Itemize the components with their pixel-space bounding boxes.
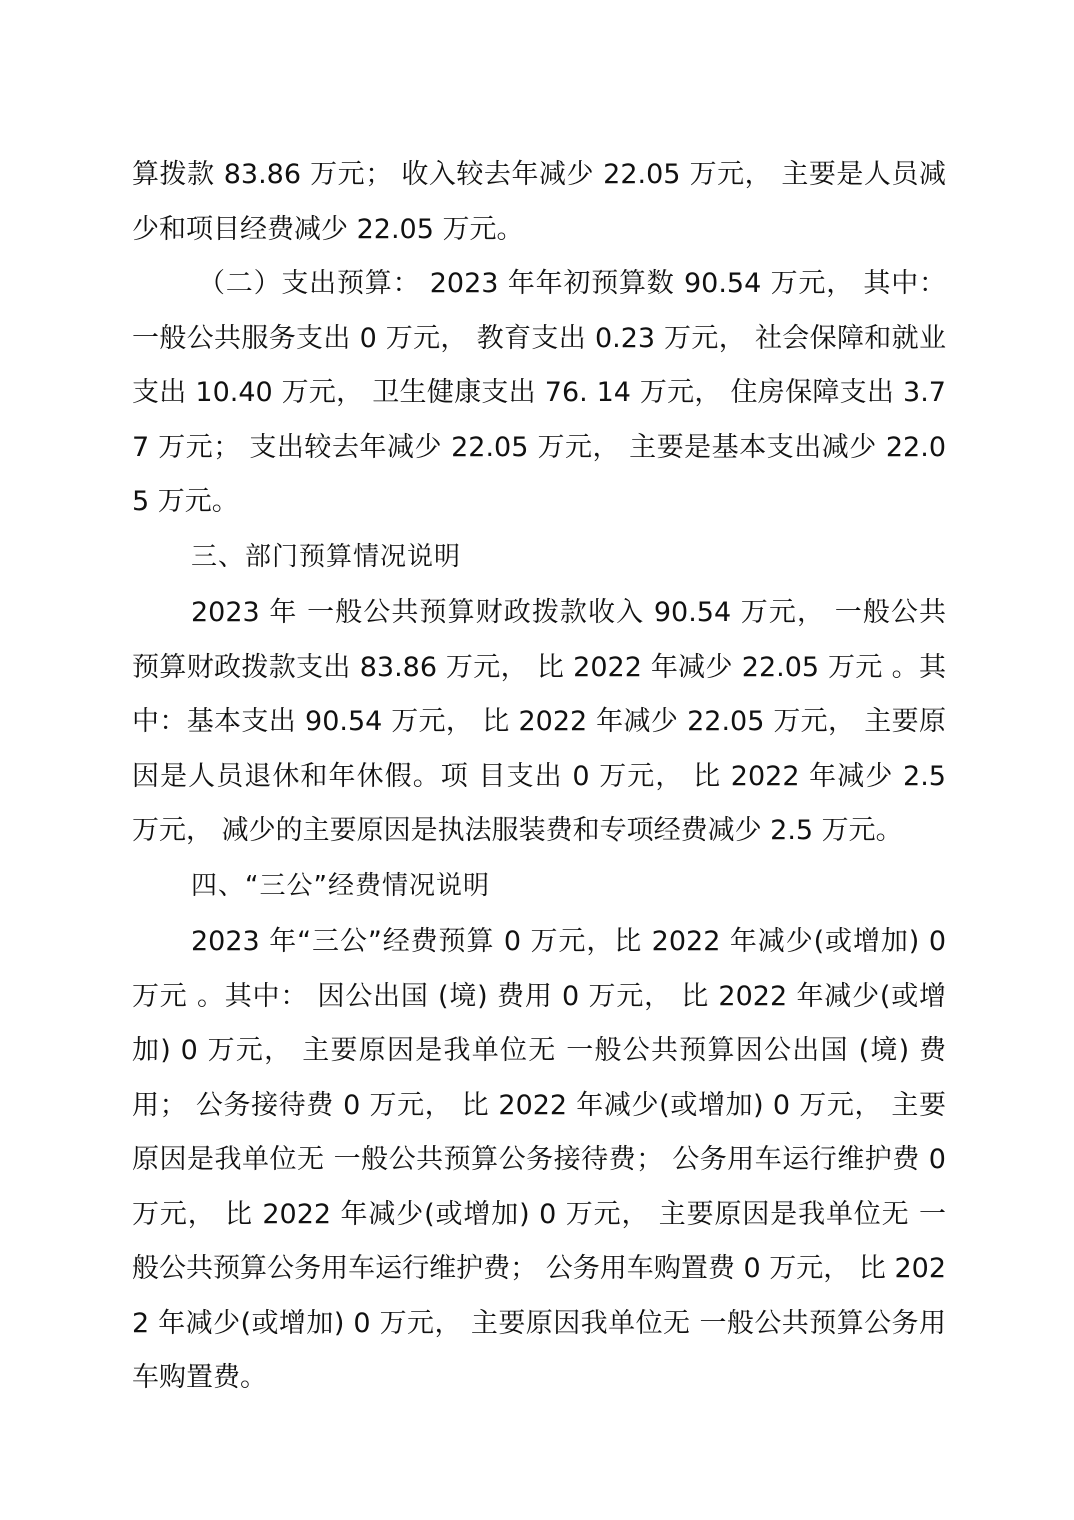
paragraph-three-public-expenses: 2023 年“三公”经费预算 0 万元，比 2022 年减少(或增加) 0 万元 。其中： 因公出国 (境) 费用 0 万元， 比 2022 年减少(或增加) 0 万元， 主要原因是我单位无 一般公共预算因公出国 (境) 费用； 公务接待费 0 万元， 比 2022 年减少(或增加) 0 万元， 主要原因是我单位无 一般公共预算公务接待费； 公务用车运行维护费 0 万元， 比 2022 年减少(或增加) 0 万元， 主要原因是我单位无 一般公共预算公务用车运行维护费； 公务用车购置费 0 万元， 比 2022 年减少(或增加) 0 万元， 主要原因我单位无 一般公共预算公务用车购置费。 [132, 926, 946, 1393]
document-body [132, 148, 946, 1406]
section-heading-department-budget: 三、部门预算情况说明 [191, 541, 462, 572]
paragraph-expenditure-budget: （二）支出预算： 2023 年年初预算数 90.54 万元， 其中： 一般公共服务支出 0 万元， 教育支出 0.23 万元， 社会保障和就业支出 10.40 万元， 卫生健康支出 76. 14 万元， 住房保障支出 3.77 万元； 支出较去年减少 22.05 万元， 主要是基本支出减少 22.05 万元。 [132, 268, 946, 517]
paragraph-income-summary: 算拨款 83.86 万元； 收入较去年减少 22.05 万元， 主要是人员减少和项目经费减少 22.05 万元。 [132, 159, 946, 245]
paragraph-department-budget: 2023 年 一般公共预算财政拨款收入 90.54 万元， 一般公共预算财政拨款支出 83.86 万元， 比 2022 年减少 22.05 万元 。其中：基本支出 90.54 万元， 比 2022 年减少 22.05 万元， 主要原因是人员退休和年休假。项 目支出 0 万元， 比 2022 年减少 2.5 万元， 减少的主要原因是执法服装费和专项经费减少 2.5 万元。 [132, 597, 946, 846]
section-heading-three-public-expenses: 四、“三公”经费情况说明 [191, 870, 490, 901]
